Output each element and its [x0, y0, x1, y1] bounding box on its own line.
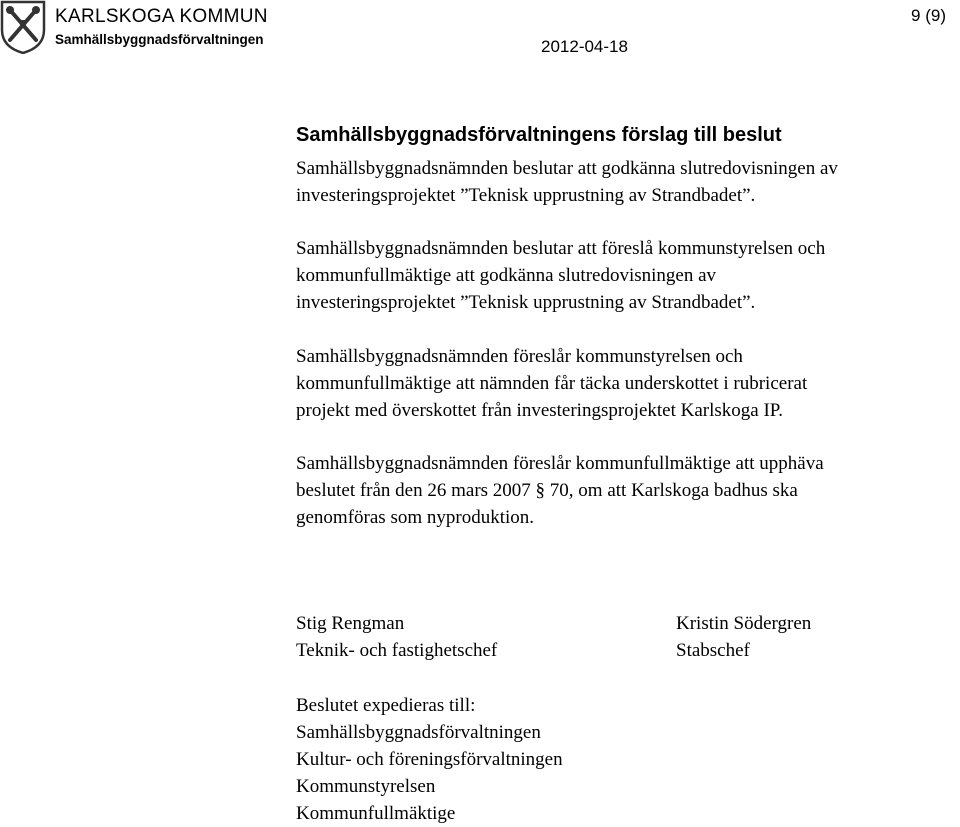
- paragraph-line: genomföras som nyproduktion.: [296, 507, 535, 528]
- signature-block-left: [296, 610, 497, 664]
- signatory-title: Stabschef: [676, 640, 750, 661]
- paragraph-line: Samhällsbyggnadsnämnden föreslår kommunstyrelsen och: [296, 346, 743, 367]
- signatory-name: Kristin Södergren: [676, 613, 812, 634]
- department-name: Samhällsbyggnadsförvaltningen: [55, 32, 264, 47]
- signatory-title: Teknik- och fastighetschef: [296, 640, 498, 661]
- proposal-paragraph-1: [296, 155, 838, 209]
- paragraph-line: kommunfullmäktige att godkänna slutredovisningen av: [296, 265, 717, 286]
- signature-block-right: [676, 610, 811, 664]
- paragraph-line: investeringsprojektet ”Teknisk upprustning av Strandbadet”.: [296, 292, 756, 313]
- paragraph-line: beslutet från den 26 mars 2007 § 70, om att Karlskoga badhus ska: [296, 480, 798, 501]
- proposal-paragraph-3: [296, 343, 807, 424]
- paragraph-line: Samhällsbyggnadsnämnden beslutar att föreslå kommunstyrelsen och: [296, 238, 826, 259]
- paragraph-line: Samhällsbyggnadsnämnden beslutar att godkänna slutredovisningen av: [296, 158, 838, 179]
- distribution-heading: Beslutet expedieras till:: [296, 695, 476, 716]
- coat-of-arms-logo: [0, 0, 46, 54]
- paragraph-line: projekt med överskottet från investeringsprojektet Karlskoga IP.: [296, 400, 784, 421]
- paragraph-line: kommunfullmäktige att nämnden får täcka underskottet i rubricerat: [296, 373, 808, 394]
- page-number: 9 (9): [911, 6, 946, 25]
- org-name: KARLSKOGA KOMMUN: [55, 6, 268, 27]
- distribution-recipient: Samhällsbyggnadsförvaltningen: [296, 722, 541, 743]
- proposal-heading: Samhällsbyggnadsförvaltningens förslag till beslut: [296, 124, 782, 146]
- distribution-recipient: Kultur- och föreningsförvaltningen: [296, 749, 563, 770]
- paragraph-line: investeringsprojektet ”Teknisk upprustning av Strandbadet”.: [296, 185, 756, 206]
- paragraph-line: Samhällsbyggnadsnämnden föreslår kommunfullmäktige att upphäva: [296, 453, 824, 474]
- proposal-paragraph-2: [296, 235, 825, 316]
- signatory-name: Stig Rengman: [296, 613, 405, 634]
- proposal-paragraph-4: [296, 450, 824, 531]
- distribution-list: [296, 692, 563, 827]
- document-date: 2012-04-18: [541, 37, 628, 56]
- distribution-recipient: Kommunstyrelsen: [296, 776, 436, 797]
- distribution-recipient: Kommunfullmäktige: [296, 803, 456, 824]
